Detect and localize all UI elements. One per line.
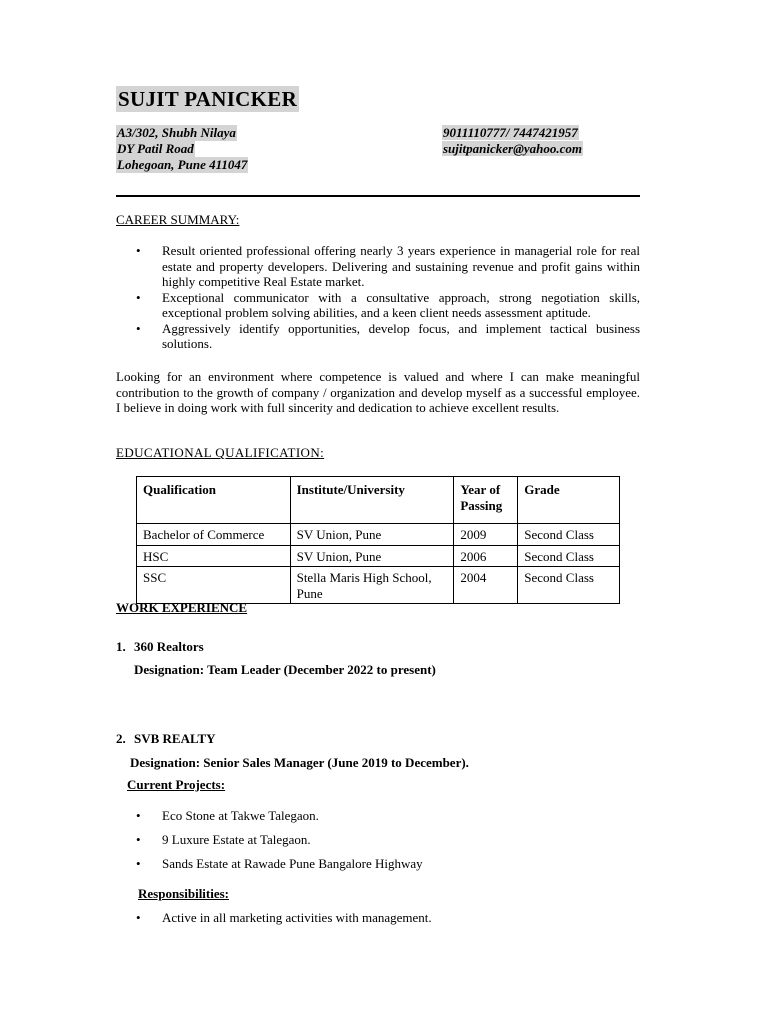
table-cell: SSC: [137, 567, 291, 604]
table-row: [137, 545, 620, 567]
address-line-2: DY Patil Road: [117, 141, 194, 156]
work-experience-heading: WORK EXPERIENCE: [116, 600, 248, 615]
table-header-row: [137, 477, 620, 524]
education-heading-text: EDUCATIONAL QUALIFICATION: [116, 445, 321, 460]
email-address: sujitpanicker@yahoo.com: [443, 141, 583, 156]
job-1-number: 1.: [116, 639, 126, 654]
current-projects-heading: Current Projects:: [127, 777, 226, 792]
column-header: Year of Passing: [454, 477, 518, 524]
contact-block: [116, 125, 596, 173]
address-line-1: A3/302, Shubh Nilaya: [117, 125, 236, 140]
list-item: • Exceptional communicator with a consultative approach, strong negotiation skills, exceptional problem solving abilities, and a keen client needs assessment aptitude.: [116, 290, 640, 321]
table-cell: Second Class: [518, 545, 620, 567]
list-item: • Active in all marketing activities with management.: [116, 910, 640, 926]
job-1-company-name: 360 Realtors: [134, 639, 204, 654]
table-row: [137, 524, 620, 546]
table-cell: SV Union, Pune: [290, 545, 454, 567]
list-item: • 9 Luxure Estate at Talegaon.: [116, 832, 640, 848]
list-item: • Eco Stone at Takwe Talegaon.: [116, 808, 640, 824]
responsibilities-list: [116, 910, 640, 926]
career-summary-list: [116, 243, 640, 352]
education-heading-suffix: :: [320, 445, 325, 460]
table-row: [137, 567, 620, 604]
column-header: Qualification: [137, 477, 291, 524]
responsibilities-heading: Responsibilities:: [138, 886, 230, 901]
education-table: [136, 476, 620, 604]
list-item: • Result oriented professional offering nearly 3 years experience in managerial role for real estate and property developers. Delivering and sustaining revenue and profit gains within highly competitive Real Estate market.: [116, 243, 640, 290]
job-1-designation: Designation: Team Leader (December 2022 to present): [134, 662, 436, 677]
job-2-designation: Designation: Senior Sales Manager (June 2019 to December).: [130, 755, 469, 770]
objective-paragraph: Looking for an environment where competence is valued and where I can make meaningful contribution to the growth of company / organization and develop myself as a successful employee. I believe in doing work with full sincerity and dedication to achieve excellent results.: [116, 369, 640, 415]
job-2-company: [116, 731, 216, 747]
table-cell: Bachelor of Commerce: [137, 524, 291, 546]
table-cell: 2006: [454, 545, 518, 567]
candidate-name: SUJIT PANICKER: [118, 87, 298, 111]
column-header: Grade: [518, 477, 620, 524]
list-item: • Sands Estate at Rawade Pune Bangalore Highway: [116, 856, 640, 872]
table-cell: 2004: [454, 567, 518, 604]
education-heading: [116, 445, 324, 461]
header-divider: [116, 195, 640, 197]
address-line-3: Lohegoan, Pune 411047: [117, 157, 248, 172]
phone-number: 9011110777/ 7447421957: [443, 125, 578, 140]
column-header: Institute/University: [290, 477, 454, 524]
career-summary-heading: CAREER SUMMARY:: [116, 212, 240, 227]
table-cell: Second Class: [518, 524, 620, 546]
table-cell: SV Union, Pune: [290, 524, 454, 546]
table-cell: 2009: [454, 524, 518, 546]
job-1-company: [116, 639, 204, 655]
projects-list: [116, 808, 640, 880]
job-2-company-name: SVB REALTY: [134, 731, 216, 746]
table-cell: HSC: [137, 545, 291, 567]
list-item: • Aggressively identify opportunities, develop focus, and implement tactical business solutions.: [116, 321, 640, 352]
table-cell: Second Class: [518, 567, 620, 604]
table-cell: Stella Maris High School, Pune: [290, 567, 454, 604]
job-2-number: 2.: [116, 731, 126, 746]
